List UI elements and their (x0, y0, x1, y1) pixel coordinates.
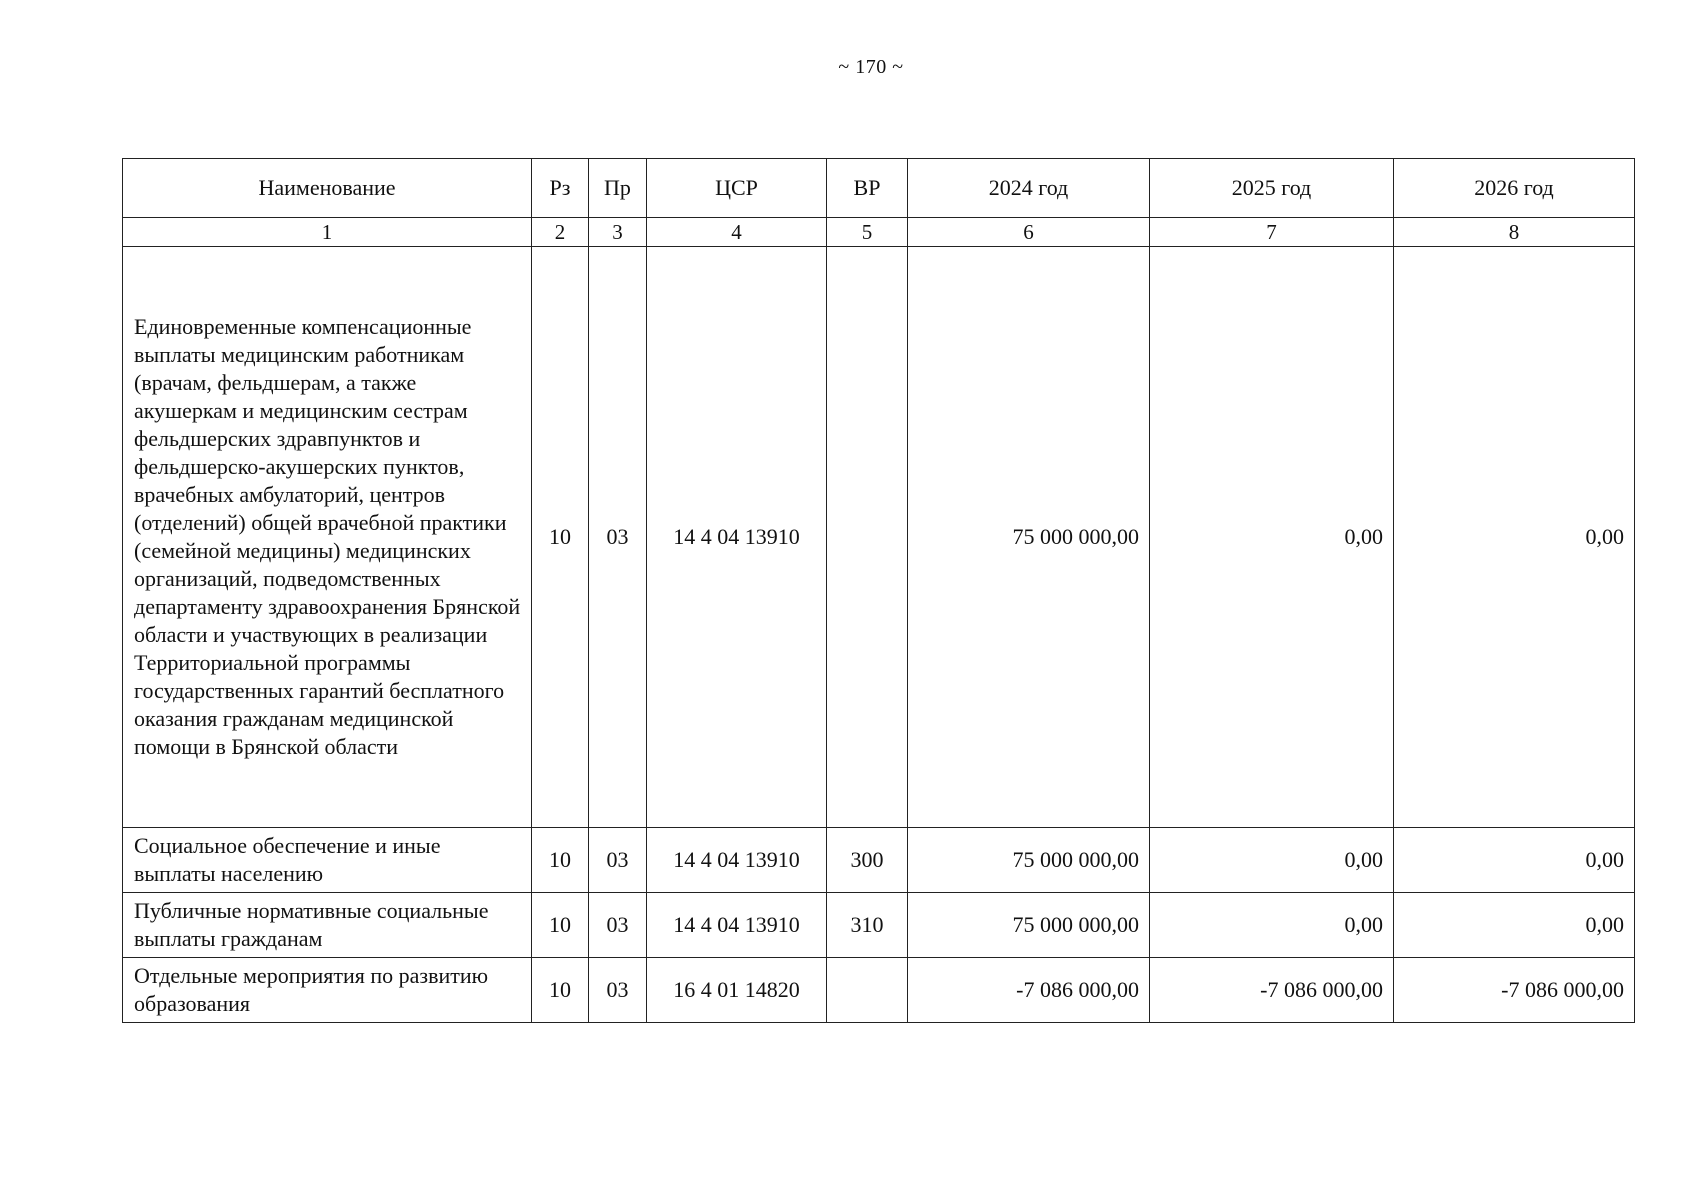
row-rz: 10 (532, 893, 589, 958)
table-row (123, 958, 1635, 1023)
column-number: 4 (647, 218, 827, 247)
row-csr: 14 4 04 13910 (647, 247, 827, 828)
row-csr: 14 4 04 13910 (647, 828, 827, 893)
header-csr: ЦСР (647, 159, 827, 218)
column-number: 8 (1394, 218, 1635, 247)
header-2026: 2026 год (1394, 159, 1635, 218)
table-row (123, 828, 1635, 893)
row-rz: 10 (532, 828, 589, 893)
row-pr: 03 (589, 247, 647, 828)
header-pr: Пр (589, 159, 647, 218)
row-rz: 10 (532, 958, 589, 1023)
table-row (123, 247, 1635, 828)
column-number: 3 (589, 218, 647, 247)
page-number: ~ 170 ~ (838, 56, 904, 78)
row-name: Отдельные мероприятия по развитию образования (123, 958, 532, 1023)
column-number: 7 (1150, 218, 1394, 247)
row-2026: 0,00 (1394, 828, 1635, 893)
row-pr: 03 (589, 958, 647, 1023)
column-number: 1 (123, 218, 532, 247)
row-2025: 0,00 (1150, 893, 1394, 958)
header-name: Наименование (123, 159, 532, 218)
row-2024: 75 000 000,00 (908, 893, 1150, 958)
table-row (123, 893, 1635, 958)
column-number: 2 (532, 218, 589, 247)
header-2024: 2024 год (908, 159, 1150, 218)
row-pr: 03 (589, 828, 647, 893)
row-2024: 75 000 000,00 (908, 247, 1150, 828)
row-vr: 300 (827, 828, 908, 893)
row-2025: 0,00 (1150, 828, 1394, 893)
header-2025: 2025 год (1150, 159, 1394, 218)
row-2026: 0,00 (1394, 893, 1635, 958)
column-number: 5 (827, 218, 908, 247)
column-number: 6 (908, 218, 1150, 247)
row-rz: 10 (532, 247, 589, 828)
row-2026: 0,00 (1394, 247, 1635, 828)
row-2024: -7 086 000,00 (908, 958, 1150, 1023)
row-vr (827, 247, 908, 828)
row-2026: -7 086 000,00 (1394, 958, 1635, 1023)
row-pr: 03 (589, 893, 647, 958)
row-2024: 75 000 000,00 (908, 828, 1150, 893)
budget-table (122, 158, 1635, 1023)
row-csr: 14 4 04 13910 (647, 893, 827, 958)
header-row (123, 159, 1635, 218)
row-csr: 16 4 01 14820 (647, 958, 827, 1023)
header-vr: ВР (827, 159, 908, 218)
row-vr (827, 958, 908, 1023)
row-name: Публичные нормативные социальные выплаты гражданам (123, 893, 532, 958)
header-rz: Рз (532, 159, 589, 218)
row-2025: 0,00 (1150, 247, 1394, 828)
row-vr: 310 (827, 893, 908, 958)
row-2025: -7 086 000,00 (1150, 958, 1394, 1023)
row-name: Единовременные компенсационные выплаты медицинским работникам (врачам, фельдшерам, а также акушеркам и медицинским сестрам фельдшерских здравпунктов и фельдшерско-акушерских пунктов, врачебных амбулаторий, центров (отделений) общей врачебной практики (семейной медицины) медицинских организаций, подведомственных департаменту здравоохранения Брянской области и участвующих в реализации Территориальной программы государственных гарантий бесплатного оказания гражданам медицинской помощи в Брянской области (123, 247, 532, 828)
column-number-row (123, 218, 1635, 247)
row-name: Социальное обеспечение и иные выплаты населению (123, 828, 532, 893)
